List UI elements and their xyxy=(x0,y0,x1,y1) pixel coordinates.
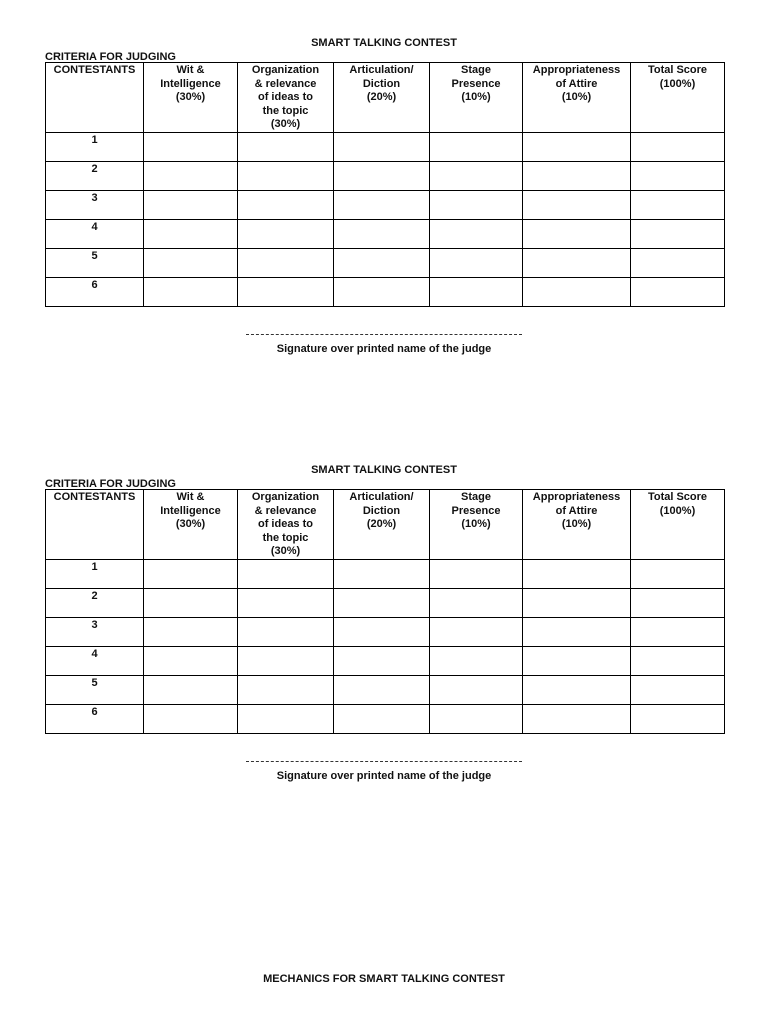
contestant-row xyxy=(46,675,725,704)
header-line: (10%) xyxy=(561,91,592,103)
score-articulation-cell[interactable] xyxy=(334,277,430,306)
header-line: (20%) xyxy=(366,91,397,103)
score-stage-presence-cell[interactable] xyxy=(430,675,523,704)
contestant-row xyxy=(46,646,725,675)
contestant-number: 5 xyxy=(46,248,144,277)
score-stage-presence-cell[interactable] xyxy=(430,559,523,588)
score-wit-cell[interactable] xyxy=(144,704,238,733)
score-organization-cell[interactable] xyxy=(238,646,334,675)
header-line: (100%) xyxy=(659,504,696,517)
score-articulation-cell[interactable] xyxy=(334,132,430,161)
signature-line[interactable] xyxy=(246,334,522,335)
score-wit-cell[interactable] xyxy=(144,248,238,277)
score-wit-cell[interactable] xyxy=(144,588,238,617)
score-articulation-cell[interactable] xyxy=(334,248,430,277)
score-organization-cell[interactable] xyxy=(238,219,334,248)
score-attire-cell[interactable] xyxy=(523,132,631,161)
contestant-row xyxy=(46,190,725,219)
header-line: CONTESTANTS xyxy=(53,491,136,503)
score-total-cell[interactable] xyxy=(631,704,725,733)
header-line: Presence xyxy=(451,77,501,90)
score-attire-cell[interactable] xyxy=(523,219,631,248)
contestant-row xyxy=(46,248,725,277)
score-total-cell[interactable] xyxy=(631,219,725,248)
score-total-cell[interactable] xyxy=(631,646,725,675)
score-organization-cell[interactable] xyxy=(238,132,334,161)
signature-label: Signature over printed name of the judge xyxy=(276,770,492,782)
header-line: Diction xyxy=(362,77,401,90)
header-line: Wit & xyxy=(176,64,205,76)
score-stage-presence-cell[interactable] xyxy=(430,617,523,646)
score-stage-presence-cell[interactable] xyxy=(430,588,523,617)
header-line: Articulation/ xyxy=(349,491,414,503)
score-articulation-cell[interactable] xyxy=(334,617,430,646)
contestant-row xyxy=(46,588,725,617)
score-organization-cell[interactable] xyxy=(238,588,334,617)
score-stage-presence-cell[interactable] xyxy=(430,132,523,161)
header-line: (10%) xyxy=(461,91,491,103)
header-line: the topic xyxy=(262,104,309,117)
score-organization-cell[interactable] xyxy=(238,704,334,733)
score-total-cell[interactable] xyxy=(631,277,725,306)
score-wit-cell[interactable] xyxy=(144,161,238,190)
contestant-number: 3 xyxy=(46,190,144,219)
score-table xyxy=(45,489,725,734)
score-stage-presence-cell[interactable] xyxy=(430,248,523,277)
header-contestants xyxy=(46,63,144,133)
header-line: (30%) xyxy=(175,518,206,530)
header-row xyxy=(46,63,725,133)
header-total-score xyxy=(631,490,725,560)
score-total-cell[interactable] xyxy=(631,161,725,190)
score-attire-cell[interactable] xyxy=(523,248,631,277)
header-total-score xyxy=(631,63,725,133)
header-line: (30%) xyxy=(270,545,301,557)
score-attire-cell[interactable] xyxy=(523,277,631,306)
header-line: CONTESTANTS xyxy=(53,64,136,76)
header-row xyxy=(46,490,725,560)
contestant-row xyxy=(46,559,725,588)
score-wit-cell[interactable] xyxy=(144,219,238,248)
score-attire-cell[interactable] xyxy=(523,588,631,617)
score-total-cell[interactable] xyxy=(631,617,725,646)
header-organization-relevance xyxy=(238,490,334,560)
score-total-cell[interactable] xyxy=(631,248,725,277)
header-line: the topic xyxy=(262,531,309,544)
form-title: SMART TALKING CONTEST xyxy=(311,37,457,49)
contestant-number: 2 xyxy=(46,161,144,190)
header-line: (100%) xyxy=(659,77,696,90)
contestant-row xyxy=(46,219,725,248)
score-articulation-cell[interactable] xyxy=(334,219,430,248)
header-line: (30%) xyxy=(175,91,206,103)
score-attire-cell[interactable] xyxy=(523,617,631,646)
header-wit-intelligence xyxy=(144,490,238,560)
score-articulation-cell[interactable] xyxy=(334,675,430,704)
contestant-number: 4 xyxy=(46,219,144,248)
header-line: (30%) xyxy=(270,118,301,130)
score-table xyxy=(45,62,725,307)
header-stage-presence xyxy=(430,63,523,133)
contestant-number: 3 xyxy=(46,617,144,646)
header-line: Intelligence xyxy=(160,77,221,90)
header-line: of ideas to xyxy=(257,91,313,103)
score-articulation-cell[interactable] xyxy=(334,646,430,675)
score-wit-cell[interactable] xyxy=(144,617,238,646)
contestant-number: 6 xyxy=(46,704,144,733)
score-total-cell[interactable] xyxy=(631,675,725,704)
score-wit-cell[interactable] xyxy=(144,559,238,588)
score-attire-cell[interactable] xyxy=(523,161,631,190)
header-line: of ideas to xyxy=(257,518,313,530)
header-line: of Attire xyxy=(555,504,598,517)
header-line: (10%) xyxy=(461,518,491,530)
header-organization-relevance xyxy=(238,63,334,133)
score-articulation-cell[interactable] xyxy=(334,704,430,733)
header-line: Appropriateness xyxy=(532,491,621,503)
score-articulation-cell[interactable] xyxy=(334,588,430,617)
contestant-row xyxy=(46,161,725,190)
header-appropriateness-attire xyxy=(523,490,631,560)
criteria-label: CRITERIA FOR JUDGING xyxy=(45,51,176,63)
score-attire-cell[interactable] xyxy=(523,704,631,733)
header-articulation-diction xyxy=(334,490,430,560)
score-articulation-cell[interactable] xyxy=(334,559,430,588)
mechanics-title: MECHANICS FOR SMART TALKING CONTEST xyxy=(263,973,505,985)
score-stage-presence-cell[interactable] xyxy=(430,161,523,190)
header-line: & relevance xyxy=(254,504,317,517)
header-line: Diction xyxy=(362,504,401,517)
score-wit-cell[interactable] xyxy=(144,132,238,161)
score-organization-cell[interactable] xyxy=(238,559,334,588)
header-line: Organization xyxy=(251,64,320,76)
score-total-cell[interactable] xyxy=(631,559,725,588)
score-articulation-cell[interactable] xyxy=(334,190,430,219)
header-contestants xyxy=(46,490,144,560)
contestant-number: 1 xyxy=(46,559,144,588)
signature-line[interactable] xyxy=(246,761,522,762)
header-line: Appropriateness xyxy=(532,64,621,76)
score-total-cell[interactable] xyxy=(631,132,725,161)
score-organization-cell[interactable] xyxy=(238,248,334,277)
header-line: Articulation/ xyxy=(349,64,414,76)
header-line: Wit & xyxy=(176,491,205,503)
score-stage-presence-cell[interactable] xyxy=(430,277,523,306)
header-line: (20%) xyxy=(366,518,397,530)
contestant-number: 2 xyxy=(46,588,144,617)
score-wit-cell[interactable] xyxy=(144,646,238,675)
contestant-row xyxy=(46,132,725,161)
score-stage-presence-cell[interactable] xyxy=(430,704,523,733)
form-title: SMART TALKING CONTEST xyxy=(311,464,457,476)
criteria-label: CRITERIA FOR JUDGING xyxy=(45,478,176,490)
header-line: & relevance xyxy=(254,77,317,90)
score-attire-cell[interactable] xyxy=(523,646,631,675)
header-line: Presence xyxy=(451,504,501,517)
score-stage-presence-cell[interactable] xyxy=(430,219,523,248)
score-organization-cell[interactable] xyxy=(238,617,334,646)
score-attire-cell[interactable] xyxy=(523,675,631,704)
score-wit-cell[interactable] xyxy=(144,277,238,306)
header-line: Organization xyxy=(251,491,320,503)
signature-label: Signature over printed name of the judge xyxy=(276,343,492,355)
header-line: Total Score xyxy=(647,491,708,503)
score-total-cell[interactable] xyxy=(631,190,725,219)
score-wit-cell[interactable] xyxy=(144,190,238,219)
header-line: Total Score xyxy=(647,64,708,76)
header-line: Stage xyxy=(461,491,491,503)
score-organization-cell[interactable] xyxy=(238,277,334,306)
contestant-number: 4 xyxy=(46,646,144,675)
contestant-row xyxy=(46,277,725,306)
score-total-cell[interactable] xyxy=(631,588,725,617)
header-appropriateness-attire xyxy=(523,63,631,133)
header-line: of Attire xyxy=(555,77,598,90)
score-articulation-cell[interactable] xyxy=(334,161,430,190)
score-organization-cell[interactable] xyxy=(238,675,334,704)
contestant-number: 1 xyxy=(46,132,144,161)
header-line: (10%) xyxy=(561,518,592,530)
contestant-row xyxy=(46,617,725,646)
header-wit-intelligence xyxy=(144,63,238,133)
score-stage-presence-cell[interactable] xyxy=(430,190,523,219)
score-stage-presence-cell[interactable] xyxy=(430,646,523,675)
header-articulation-diction xyxy=(334,63,430,133)
score-attire-cell[interactable] xyxy=(523,559,631,588)
score-organization-cell[interactable] xyxy=(238,190,334,219)
contestant-row xyxy=(46,704,725,733)
score-wit-cell[interactable] xyxy=(144,675,238,704)
header-line: Stage xyxy=(461,64,491,76)
contestant-number: 5 xyxy=(46,675,144,704)
header-stage-presence xyxy=(430,490,523,560)
header-line: Intelligence xyxy=(160,504,221,517)
score-organization-cell[interactable] xyxy=(238,161,334,190)
contestant-number: 6 xyxy=(46,277,144,306)
score-attire-cell[interactable] xyxy=(523,190,631,219)
